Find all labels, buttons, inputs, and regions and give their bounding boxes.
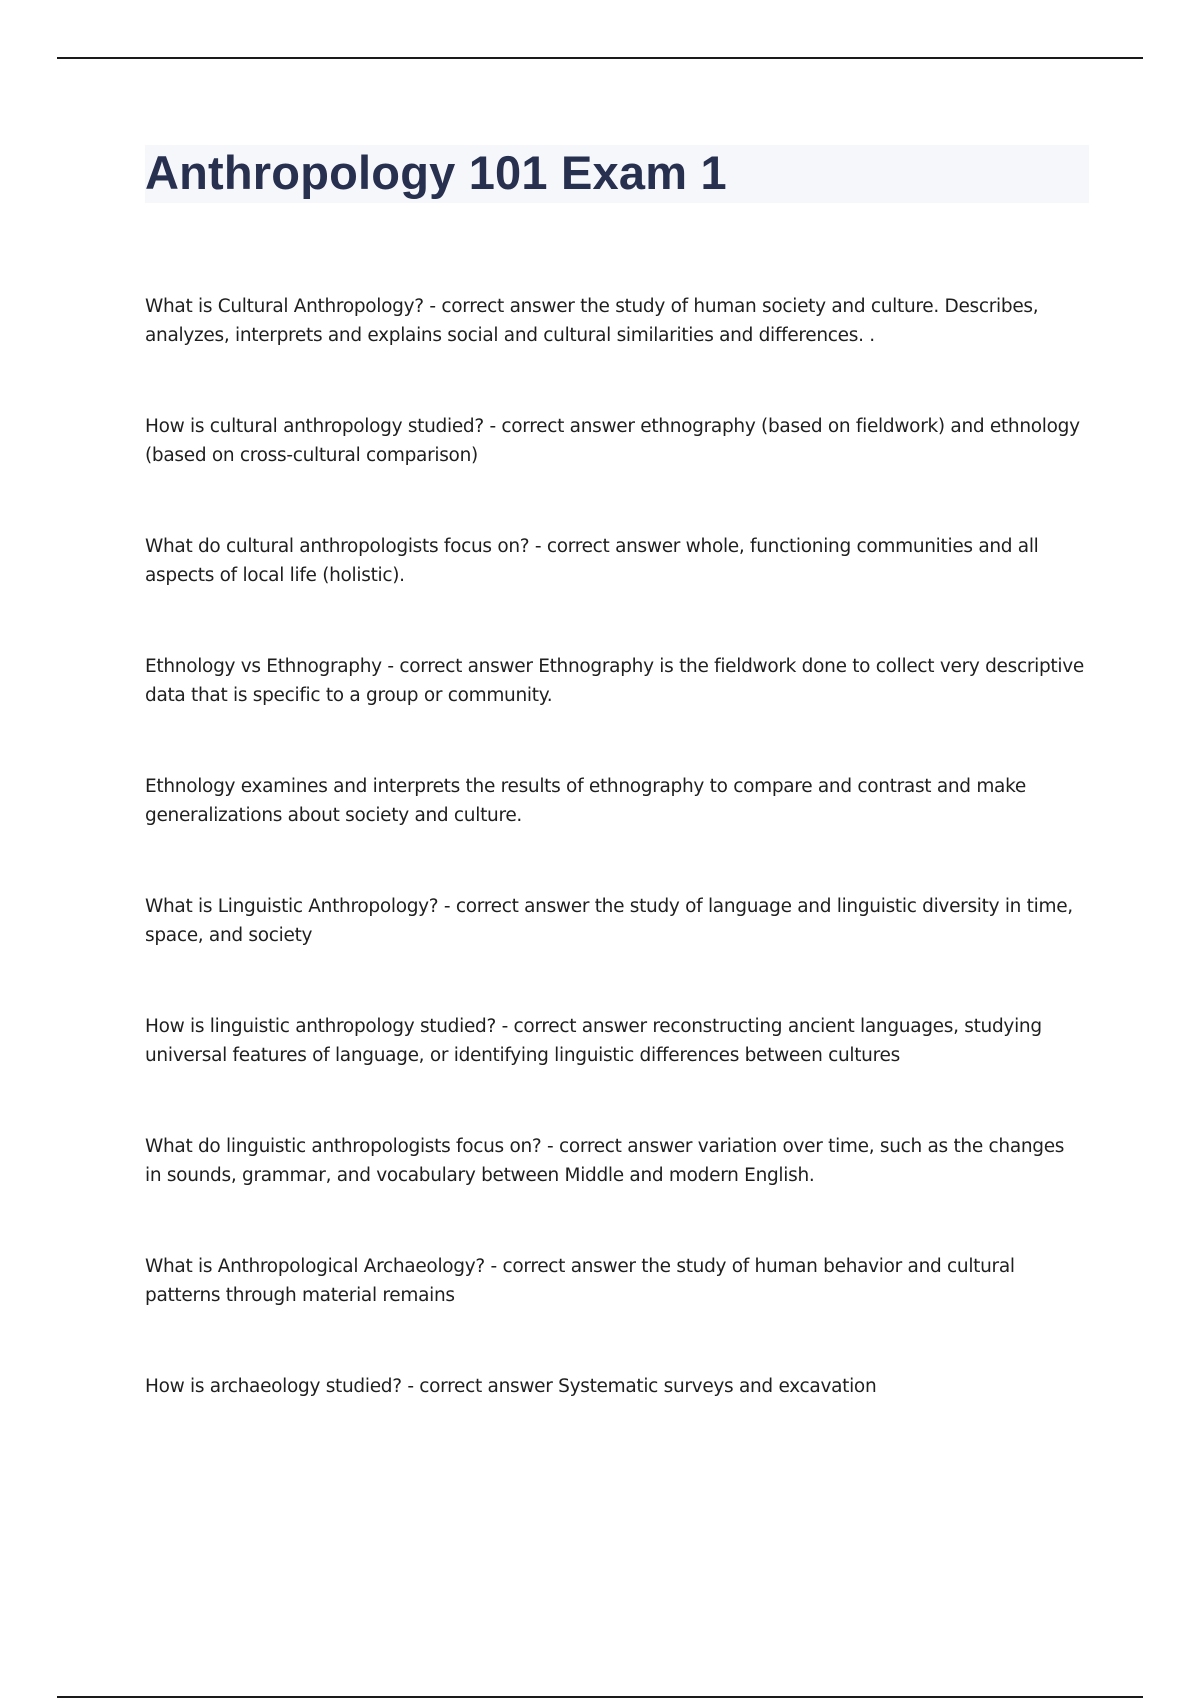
qa-item: How is archaeology studied? - correct answer Systematic surveys and excavation <box>145 1376 877 1397</box>
bottom-rule <box>57 1696 1143 1698</box>
qa-item: How is linguistic anthropology studied? - correct answer reconstructing ancient languages, studying universal features of language, or identifying linguistic differences between cultures <box>145 1016 1042 1066</box>
qa-item: What is Cultural Anthropology? - correct answer the study of human society and culture. Describes, analyzes, interprets and explains social and cultural similarities and differences. . <box>145 296 1039 346</box>
qa-item: What is Linguistic Anthropology? - correct answer the study of language and linguistic diversity in time, space, and society <box>145 896 1073 946</box>
page-title: Anthropology 101 Exam 1 <box>145 146 727 199</box>
qa-item: Ethnology vs Ethnography - correct answer Ethnography is the fieldwork done to collect very descriptive data that is specific to a group or community. <box>145 656 1084 706</box>
qa-item: How is cultural anthropology studied? - correct answer ethnography (based on fieldwork) and ethnology (based on cross-cultural comparison) <box>145 416 1080 466</box>
qa-item: What do cultural anthropologists focus on? - correct answer whole, functioning communities and all aspects of local life (holistic). <box>145 536 1039 586</box>
qa-item: What is Anthropological Archaeology? - correct answer the study of human behavior and cultural patterns through material remains <box>145 1256 1015 1306</box>
top-rule <box>57 57 1143 59</box>
qa-list <box>145 292 1085 1492</box>
qa-item: What do linguistic anthropologists focus on? - correct answer variation over time, such as the changes in sounds, grammar, and vocabulary between Middle and modern English. <box>145 1136 1065 1186</box>
qa-item: Ethnology examines and interprets the results of ethnography to compare and contrast and make generalizations about society and culture. <box>145 776 1026 826</box>
